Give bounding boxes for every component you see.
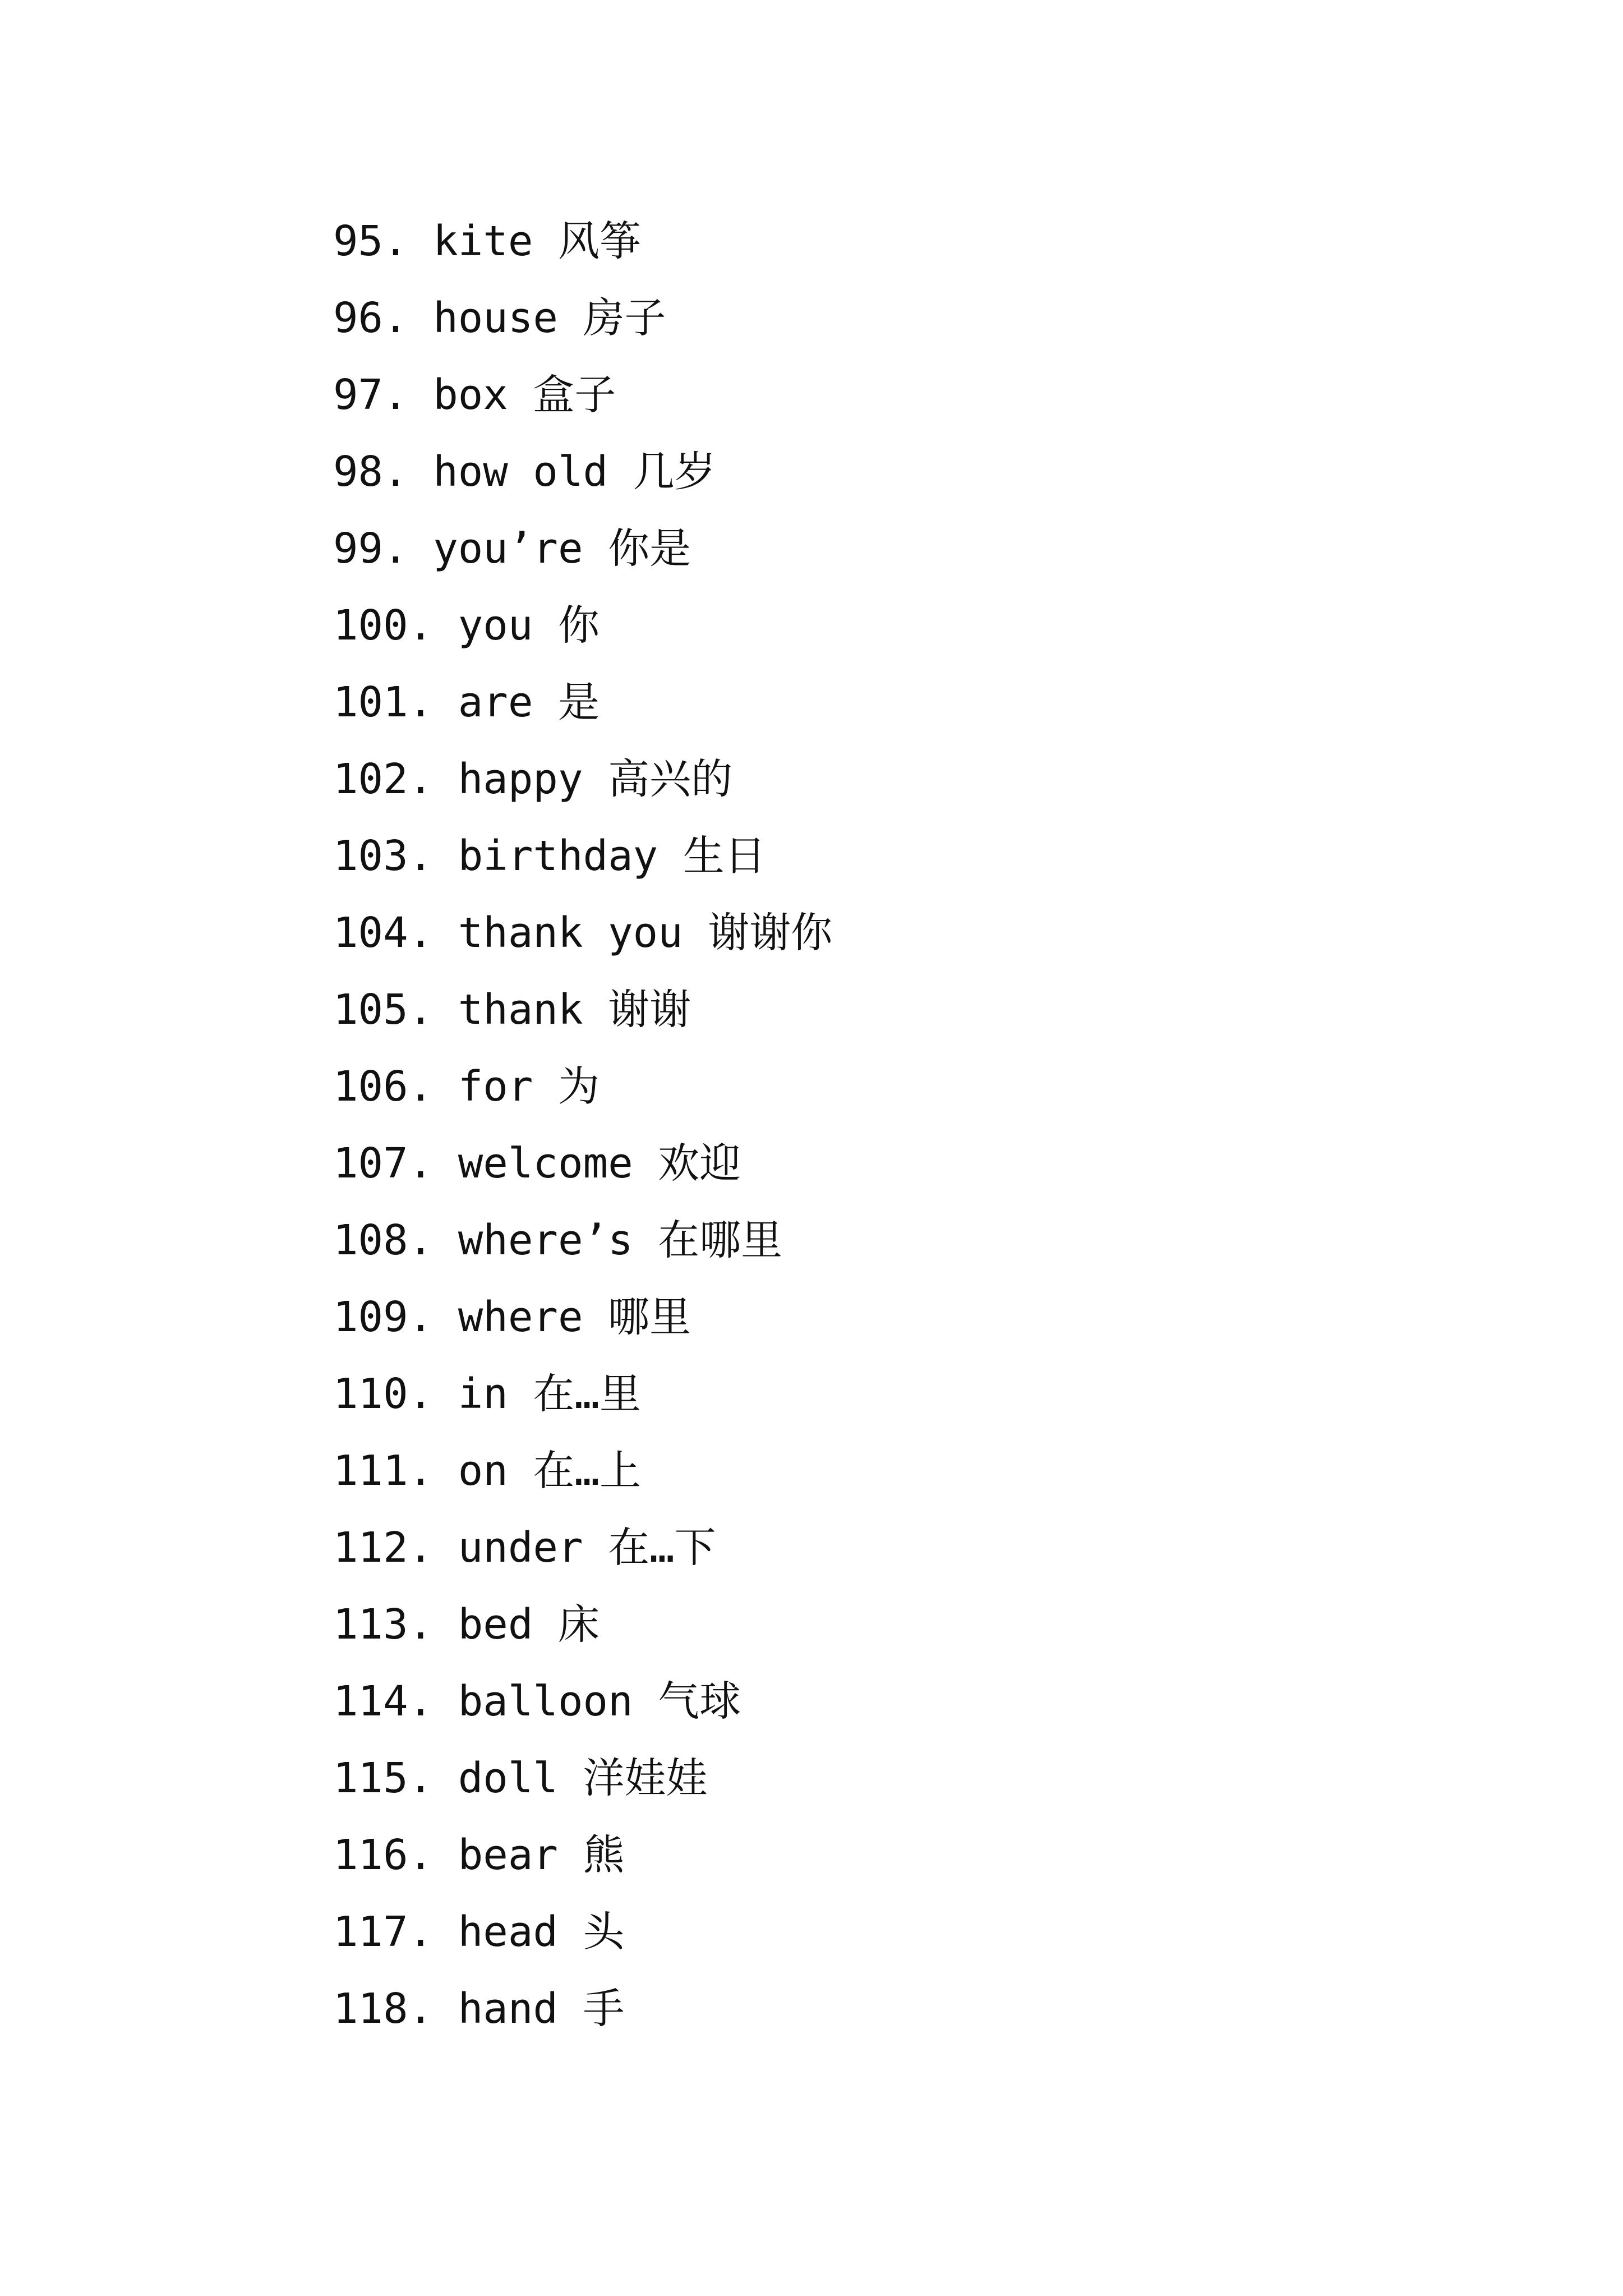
vocabulary-list xyxy=(333,213,832,2058)
vocab-item-103: 103. birthday 生日 xyxy=(333,832,766,880)
vocab-item-104: 104. thank you 谢谢你 xyxy=(333,909,833,957)
vocab-item-115: 115. doll 洋娃娃 xyxy=(333,1754,708,1802)
vocab-item-101: 101. are 是 xyxy=(333,678,600,726)
vocab-item-110: 110. in 在…里 xyxy=(333,1370,641,1418)
vocab-item-117: 117. head 头 xyxy=(333,1908,625,1956)
vocab-item-102: 102. happy 高兴的 xyxy=(333,755,733,803)
vocab-item-112: 112. under 在…下 xyxy=(333,1524,716,1572)
vocab-item-114: 114. balloon 气球 xyxy=(333,1677,741,1726)
vocab-item-96: 96. house 房子 xyxy=(333,294,666,342)
vocab-item-113: 113. bed 床 xyxy=(333,1600,600,1649)
vocab-item-100: 100. you 你 xyxy=(333,601,600,650)
vocab-item-95: 95. kite 风筝 xyxy=(333,217,641,265)
vocab-item-107: 107. welcome 欢迎 xyxy=(333,1139,741,1188)
vocab-item-108: 108. where’s 在哪里 xyxy=(333,1216,783,1264)
vocab-item-99: 99. you’re 你是 xyxy=(333,524,691,573)
vocab-item-109: 109. where 哪里 xyxy=(333,1293,691,1341)
vocab-item-97: 97. box 盒子 xyxy=(333,371,616,419)
vocab-item-98: 98. how old 几岁 xyxy=(333,448,716,496)
vocab-item-106: 106. for 为 xyxy=(333,1062,600,1111)
vocab-item-118: 118. hand 手 xyxy=(333,1985,625,2033)
vocab-item-111: 111. on 在…上 xyxy=(333,1447,641,1495)
vocab-item-116: 116. bear 熊 xyxy=(333,1831,625,1879)
vocab-item-105: 105. thank 谢谢 xyxy=(333,986,691,1034)
